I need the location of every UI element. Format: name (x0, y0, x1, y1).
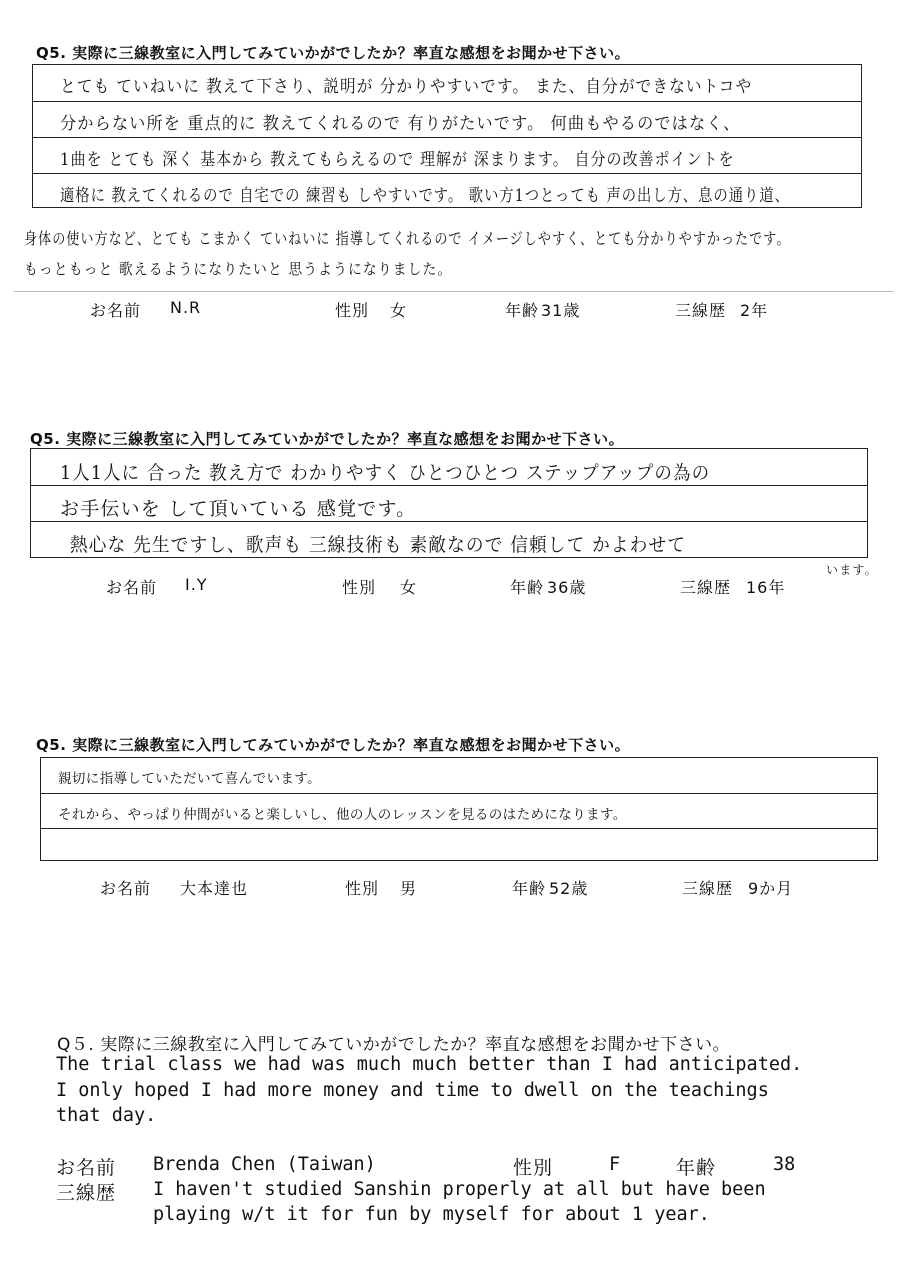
question-label-1: Q5. 実際に三線教室に入門してみていかがでしたか？率直な感想をお聞かせ下さい。 (36, 44, 631, 62)
ruled-line (31, 485, 867, 486)
sanshin-value-line-1: I haven't studied Sanshin properly at all but have been (153, 1179, 766, 1200)
response-1-line-2: 分からない所を 重点的に 教えてくれるので 有りがたいです。 何曲もやるのではなく、 (60, 114, 741, 134)
sanshin-value-line-2: playing w/t it for fun by myself for about 1 year. (153, 1204, 710, 1225)
response-1-line-4: 適格に 教えてくれるので 自宅での 練習も しやすいです。 歌い方1つとっても 声の出し方、息の通り道、 (60, 186, 790, 206)
response-1-line-1: とても ていねいに 教えて下さり、説明が 分かりやすいです。 また、自分ができないトコや (60, 77, 753, 97)
name-value: N.R (170, 298, 202, 317)
response-1-line-6: もっともっと 歌えるようになりたいと 思うようになりました。 (24, 260, 453, 278)
age-value: 38 (773, 1154, 796, 1175)
sanshin-value: 16年 (746, 578, 786, 597)
name-label: お名前 (106, 578, 158, 597)
response-4-line-2: I only hoped I had more money and time to dwell on the teachings (56, 1080, 769, 1101)
ruled-line (41, 828, 877, 829)
divider (14, 291, 894, 292)
ruled-line (33, 137, 861, 138)
question-label-2: Q5. 実際に三線教室に入門してみていかがでしたか？率直な感想をお聞かせ下さい。 (30, 430, 625, 448)
gender-label: 性別 (513, 1157, 554, 1179)
gender-value: F (609, 1154, 621, 1175)
response-4-line-3: that day. (56, 1105, 157, 1126)
gender-label: 性別 (345, 879, 380, 898)
response-1-line-3: 1曲を とても 深く 基本から 教えてもらえるので 理解が 深まります。 自分の改善ポイントを (60, 150, 735, 170)
name-label: お名前 (56, 1157, 117, 1179)
gender-label: 性別 (342, 578, 377, 597)
age-value: 31歳 (541, 301, 581, 320)
ruled-line (31, 521, 867, 522)
sanshin-label: 三線歴 (680, 578, 732, 597)
name-label: お名前 (90, 301, 142, 320)
name-value: I.Y (185, 575, 208, 594)
response-2-line-3: 熱心な 先生ですし、歌声も 三線技術も 素敵なので 信頼して かよわせて (70, 534, 687, 556)
age-label: 年齢 (676, 1157, 717, 1179)
ruled-line (33, 101, 861, 102)
name-value: 大本達也 (180, 879, 249, 898)
response-3-line-1: 親切に指導していただいて喜んでいます。 (58, 771, 322, 787)
age-value: 36歳 (547, 578, 587, 597)
ruled-line (33, 173, 861, 174)
sanshin-label: 三線歴 (56, 1182, 117, 1204)
response-2-line-4: います。 (826, 563, 878, 577)
age-label: 年齢 (505, 301, 540, 320)
gender-label: 性別 (335, 301, 370, 320)
name-value: Brenda Chen (Taiwan) (153, 1154, 376, 1175)
sanshin-label: 三線歴 (682, 879, 734, 898)
response-1-line-5: 身体の使い方など、とても こまかく ていねいに 指導してくれるので イメージしやすく、とても分かりやすかったです。 (24, 229, 791, 248)
sanshin-label: 三線歴 (675, 301, 727, 320)
age-value: 52歳 (549, 879, 589, 898)
sanshin-value: 2年 (740, 301, 769, 320)
ruled-line (41, 793, 877, 794)
age-label: 年齢 (512, 879, 547, 898)
response-2-line-2: お手伝いを して頂いている 感覚です。 (60, 498, 417, 520)
age-label: 年齢 (510, 578, 545, 597)
gender-value: 女 (390, 301, 408, 320)
gender-value: 男 (400, 879, 418, 898)
sanshin-value: 9か月 (748, 879, 794, 898)
gender-value: 女 (400, 578, 418, 597)
response-4-line-1: The trial class we had was much much better than I had anticipated. (56, 1054, 803, 1075)
question-label-4: Q５. 実際に三線教室に入門してみていかがでしたか？率直な感想をお聞かせ下さい。 (57, 1035, 731, 1055)
name-label: お名前 (100, 879, 152, 898)
question-label-3: Q5. 実際に三線教室に入門してみていかがでしたか？率直な感想をお聞かせ下さい。 (36, 736, 631, 754)
response-3-line-2: それから、やっぱり仲間がいると楽しいし、他の人のレッスンを見るのはためになります。 (58, 807, 627, 823)
response-2-line-1: 1人1人に 合った 教え方で わかりやすく ひとつひとつ ステップアップの為の (60, 462, 711, 484)
